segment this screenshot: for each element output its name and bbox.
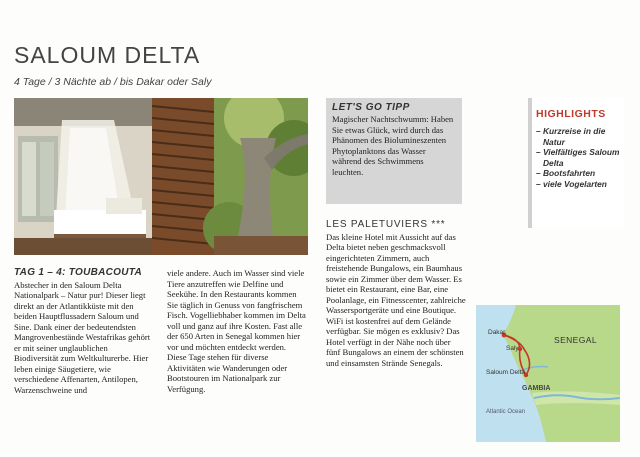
- map-label-ocean: Atlantic Ocean: [486, 409, 526, 415]
- hotel-photo-illustration: [14, 98, 308, 255]
- tip-box: [326, 98, 462, 204]
- article-text-2: viele andere. Auch im Wasser sind viele Tiere anzutreffen wie Delfine und Seekühe. In den Restaurants kommen Sie täglich in Genuss von fangfrischem Fisch. Vogelliebhaber kommen im Delta voll und ganz auf ihre Kosten. Fast alle der 650 Arten in Senegal kommen hier vor und möchten entdeckt werden. Diese Tage stehen für diverse Aktivitäten wie Wanderungen oder Bootstouren im Nationalpark zur Verfügung.: [167, 268, 306, 394]
- highlight-item: – Bootsfahrten: [536, 168, 624, 179]
- tip-text: Magischer Nachtschwumm: Haben Sie etwas Glück, wird durch das Phänomen des Biolumineszenten Phytoplanktons das Wasser während des Schwimmens leuchten.: [332, 114, 454, 177]
- day-heading: TAG 1 – 4: TOUBACOUTA: [14, 267, 142, 278]
- highlights-heading: HIGHLIGHTS: [536, 108, 606, 120]
- article-column-3: [326, 220, 466, 368]
- highlight-item: – Kurzreise in die Natur: [536, 126, 624, 147]
- page-title: SALOUM DELTA: [14, 42, 201, 68]
- article-text-1: Abstecher in den Saloum Delta Nationalpark – Natur pur! Dieser liegt direkt an der Atlantikküste mit den beiden Hauptflussadern Saloum und Sine. Dank einer der bedeutendsten Mangrovenbestände Westafrikas gehört er mit seiner unglaublichen Biodiversität zum Weltkulturerbe. Hier leben einige Säugetiere, wie verschiedene Affenarten, Antilopen, Warzenschweine und: [14, 279, 151, 395]
- highlights-box: [528, 98, 624, 228]
- hotel-heading: LES PALETUVIERS ***: [326, 219, 446, 230]
- tip-heading: LET'S GO TIPP: [332, 102, 410, 113]
- map-label-gambia: GAMBIA: [522, 385, 551, 392]
- page-subtitle: 4 Tage / 3 Nächte ab / bis Dakar oder Saly: [14, 76, 212, 88]
- region-map: [476, 305, 620, 442]
- article-column-2: [167, 268, 307, 394]
- map-label-saloum-delta: Saloum Delta: [486, 369, 526, 376]
- highlight-item: – viele Vogelarten: [536, 179, 624, 190]
- highlights-list: [536, 126, 624, 189]
- highlight-item: – Vielfältiges Saloum Delta: [536, 147, 624, 168]
- map-label-saly: Saly: [506, 345, 519, 352]
- map-label-senegal: SENEGAL: [554, 335, 597, 345]
- hotel-photo: [14, 98, 308, 255]
- article-text-3: Das kleine Hotel mit Aussicht auf das Delta bietet neben geschmacksvoll eingerichteten Zimmern, auch freistehende Bungalows, ein Baumhaus sowie ein Zimmer über dem Wasser. Es bietet ein Restaurant, eine Bar, eine Poolanlage, ein Fitnesscenter, zahlreiche Wassersportgeräte und eine Boutique. WiFi ist kostenfrei auf dem Gelände verfügbar. Sie mögen es exklusiv? Das Hotel verfügt in der Nähe noch über fünf Bungalows an einem der schönsten und einsamsten Strände Senegals.: [326, 231, 466, 368]
- map-label-dakar: Dakar: [488, 329, 506, 336]
- article-column-1: [14, 268, 154, 395]
